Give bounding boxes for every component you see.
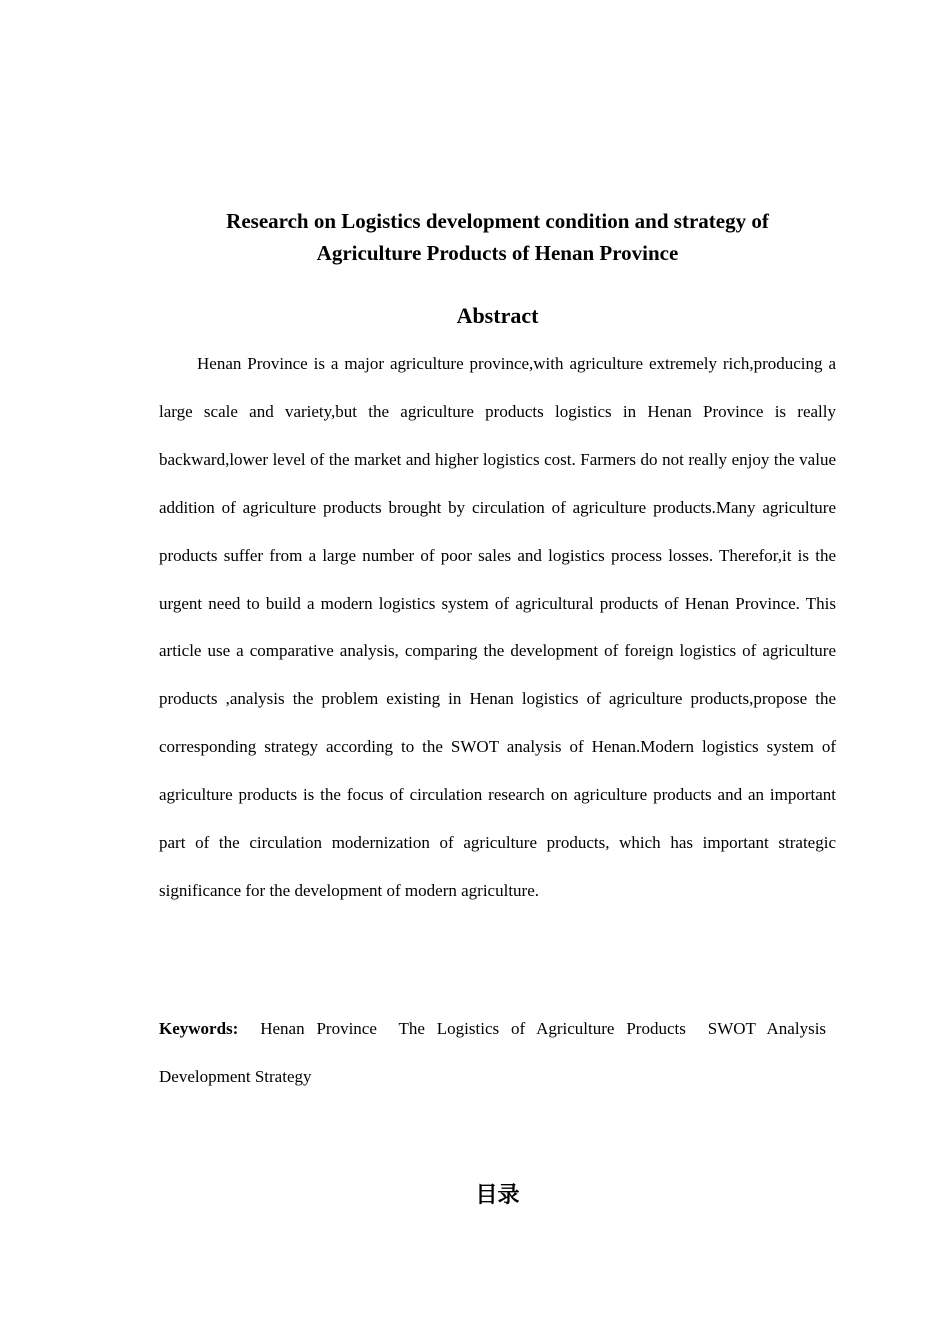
keyword-item: The Logistics of Agriculture Products (398, 1019, 686, 1038)
paper-title-line-1: Research on Logistics development condition and strategy of (226, 209, 769, 233)
keyword-item: Development Strategy (159, 1066, 312, 1086)
table-of-contents-heading: 目录 (475, 1183, 520, 1208)
keywords-paragraph (159, 1005, 836, 1101)
keyword-item: Henan Province (260, 1019, 377, 1038)
keyword-item: SWOT Analysis (707, 1019, 827, 1038)
paper-title-line-2: Agriculture Products of Henan Province (316, 241, 679, 265)
abstract-heading: Abstract (456, 303, 539, 328)
keywords-label: Keywords: (159, 1019, 239, 1038)
paper-title (159, 205, 836, 269)
abstract-body: Henan Province is a major agriculture province,with agriculture extremely rich,producing a large scale and variety,but the agriculture products logistics in Henan Province is really backward,lower level of the market and higher logistics cost. Farmers do not really enjoy the value addition of agriculture products brought by circulation of agriculture products.Many agriculture products suffer from a large number of poor sales and logistics process losses. Therefor,it is the urgent need to build a modern logistics system of agricultural products of Henan Province. This article use a comparative analysis, comparing the development of foreign logistics of agriculture products ,analysis the problem existing in Henan logistics of agriculture products,propose the corresponding strategy according to the SWOT analysis of Henan.Modern logistics system of agriculture products is the focus of circulation research on agriculture products and an important part of the circulation modernization of agriculture products, which has important strategic significance for the development of modern agriculture. (159, 354, 836, 900)
